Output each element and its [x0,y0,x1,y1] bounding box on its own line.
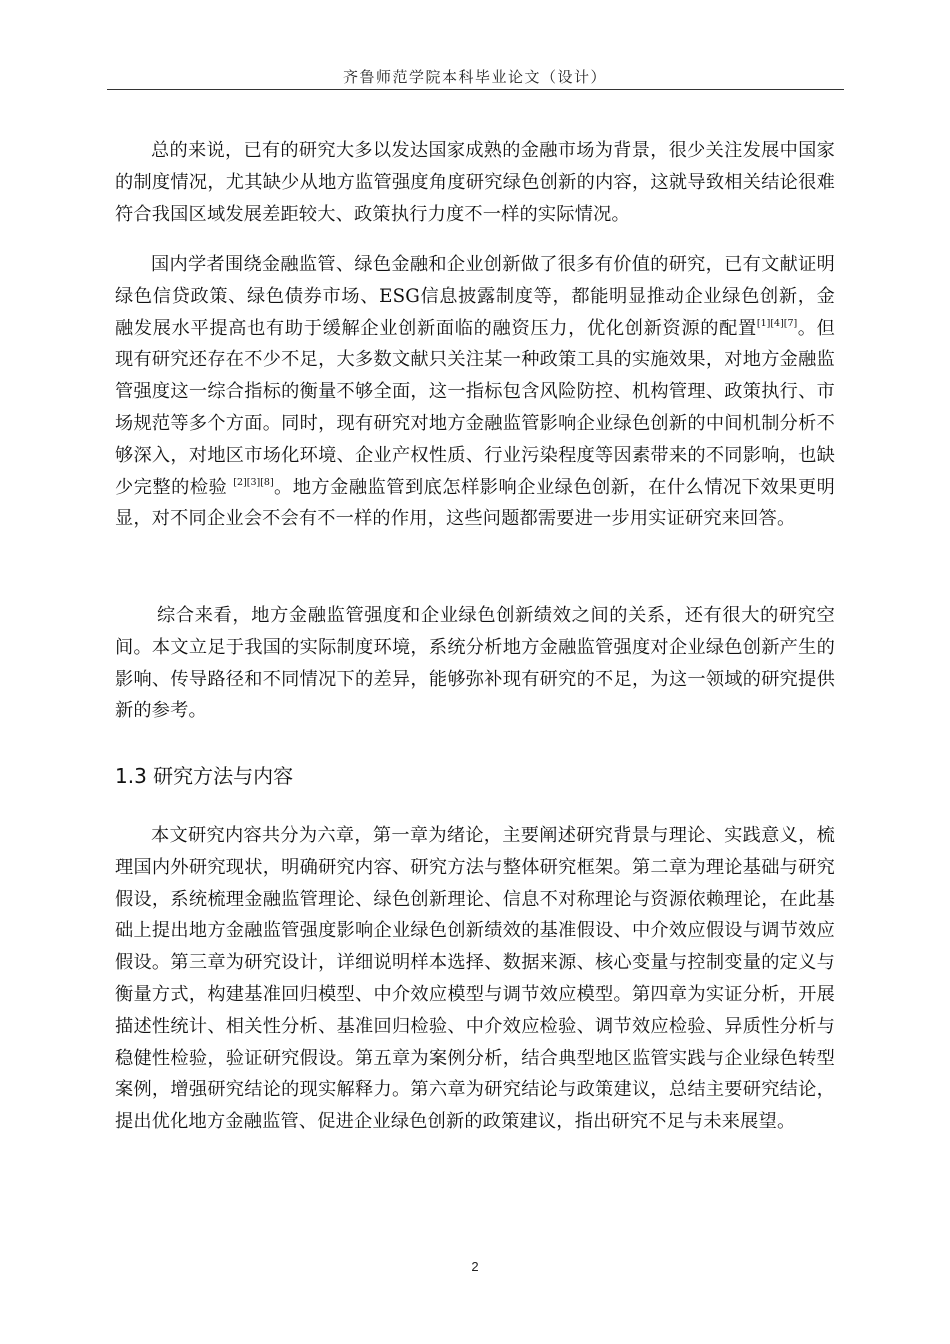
page-header-title: 齐鲁师范学院本科毕业论文（设计） [342,68,607,86]
paragraph-text: 。地方金融监管到底怎样影响企业绿色创新，在什么情况下效果更明显，对不同企业会不会有不一样的作用，这些问题都需要进一步用实证研究来回答。 [115,476,835,530]
header-divider [107,89,844,90]
section-heading: 1.3 研究方法与内容 [115,764,294,788]
paragraph-text: 国内学者围绕金融监管、绿色金融和企业创新做了很多有价值的研究，已有文献证明绿色信贷政策、绿色债券市场、ESG信息披露制度等，都能明显推动企业绿色创新，金融发展水平提高也有助于缓解企业创新面临的融资压力，优化创新资源的配置 [115,254,835,339]
citation-superscript: [1][4][7] [756,317,798,329]
paragraph-summary: 总的来说，已有的研究大多以发达国家成熟的金融市场为背景，很少关注发展中国家的制度情况，尤其缺少从地方监管强度角度研究绿色创新的内容，这就导致相关结论很难符合我国区域发展差距较大、政策执行力度不一样的实际情况。 [115,140,835,225]
paragraph-text: 。但现有研究还存在不少不足，大多数文献只关注某一种政策工具的实施效果，对地方金融监管强度这一综合指标的衡量不够全面，这一指标包含风险防控、机构管理、政策执行、市场规范等多个方面。同时，现有研究对地方金融监管影响企业绿色创新的中间机制分析不够深入，对地区市场化环境、企业产权性质、行业污染程度等因素带来的不同影响，也缺少完整的检验 [115,317,835,498]
paragraph-conclusion: 综合来看，地方金融监管强度和企业绿色创新绩效之间的关系，还有很大的研究空间。本文立足于我国的实际制度环境，系统分析地方金融监管强度对企业绿色创新产生的影响、传导路径和不同情况下的差异，能够弥补现有研究的不足，为这一领域的研究提供新的参考。 [115,605,835,722]
citation-superscript: [2][3][8] [233,476,274,488]
page-number: 2 [471,1259,479,1274]
paragraph-chapter-outline: 本文研究内容共分为六章，第一章为绪论，主要阐述研究背景与理论、实践意义，梳理国内外研究现状，明确研究内容、研究方法与整体研究框架。第二章为理论基础与研究假设，系统梳理金融监管理论、绿色创新理论、信息不对称理论与资源依赖理论，在此基础上提出地方金融监管强度影响企业绿色创新绩效的基准假设、中介效应假设与调节效应假设。第三章为研究设计，详细说明样本选择、数据来源、核心变量与控制变量的定义与衡量方式，构建基准回归模型、中介效应模型与调节效应模型。第四章为实证分析，开展描述性统计、相关性分析、基准回归检验、中介效应检验、调节效应检验、异质性分析与稳健性检验，验证研究假设。第五章为案例分析，结合典型地区监管实践与企业绿色转型案例，增强研究结论的现实解释力。第六章为研究结论与政策建议，总结主要研究结论，提出优化地方金融监管、促进企业绿色创新的政策建议，指出研究不足与未来展望。 [115,825,835,1133]
paragraph-domestic-research [115,249,835,535]
